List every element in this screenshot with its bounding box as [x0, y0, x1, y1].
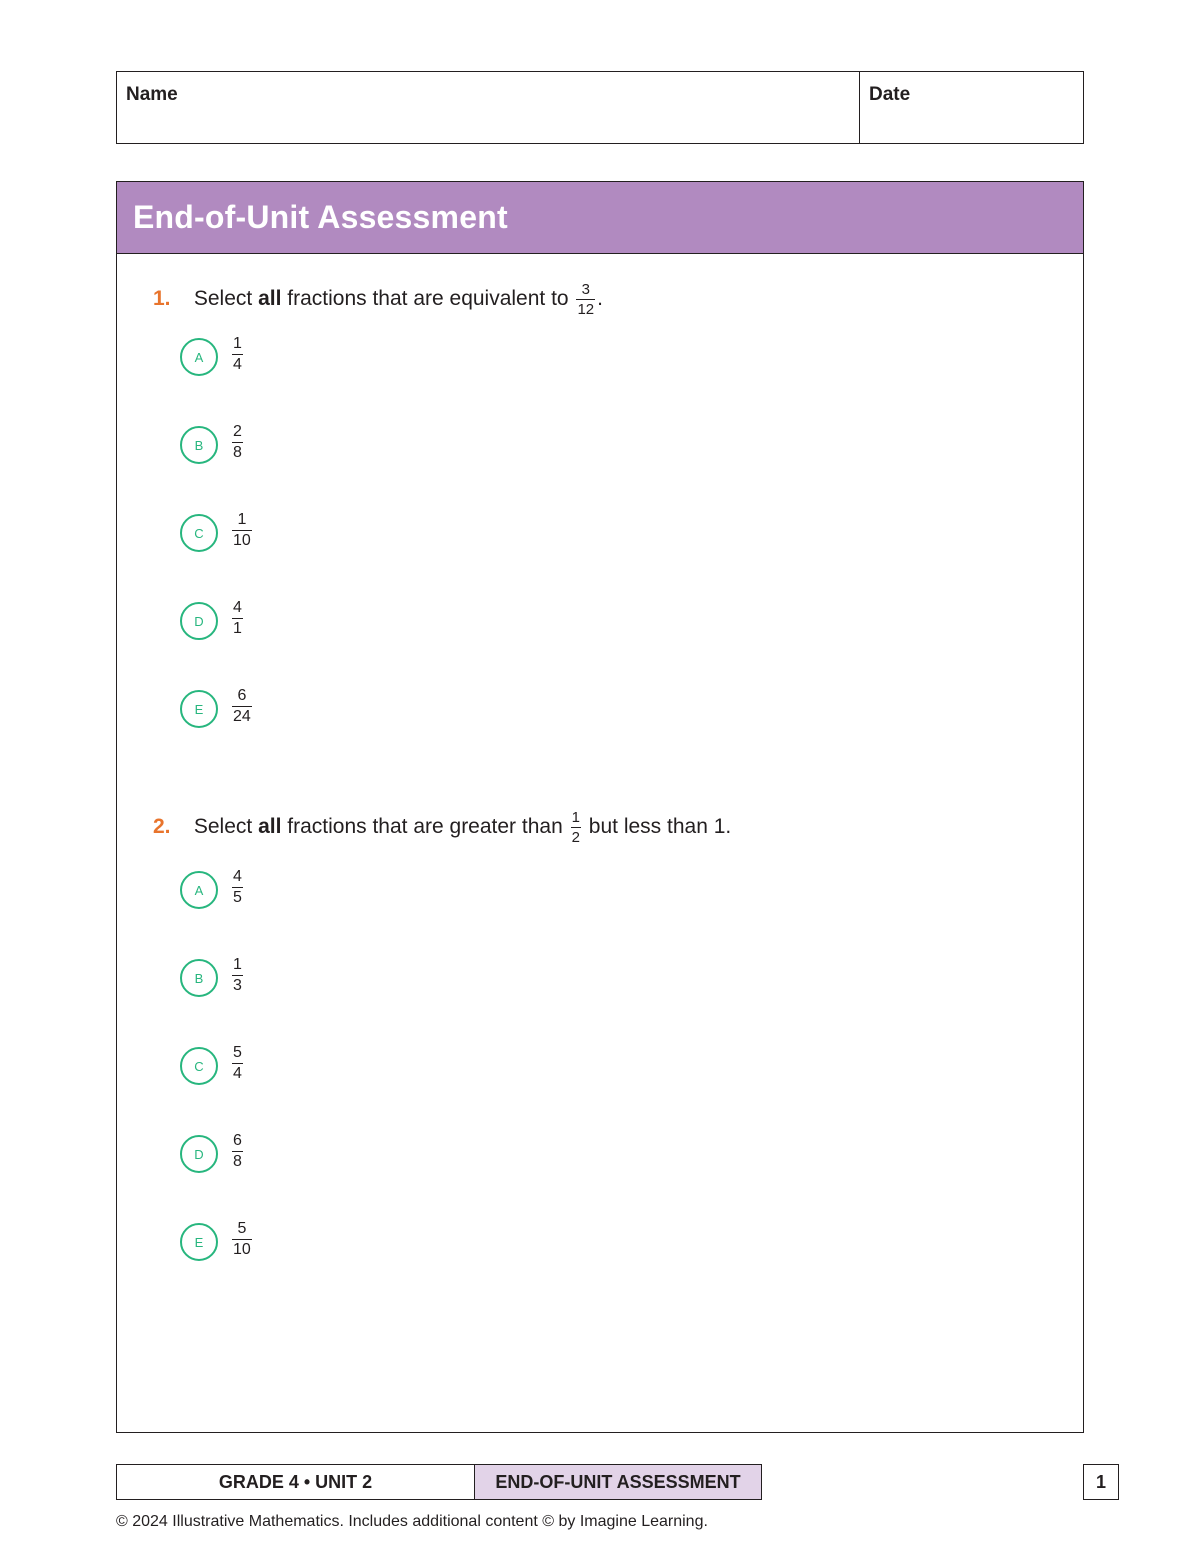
option-bubble[interactable]: A: [180, 338, 218, 376]
date-label: Date: [869, 84, 911, 105]
name-date-header: [116, 71, 1084, 144]
question-text-after: but less than 1.: [588, 815, 732, 839]
option-bubble[interactable]: C: [180, 1047, 218, 1085]
question-text-middle: fractions that are equivalent to: [287, 287, 569, 311]
option-fraction: $\frac{6}{8}$: [233, 1132, 242, 1170]
option-fraction: $\frac{2}{8}$: [233, 423, 242, 461]
reference-fraction: $\frac{3}{12}$: [577, 281, 595, 318]
question-number: 1.: [153, 287, 171, 311]
question-text-middle: fractions that are greater than: [287, 815, 563, 839]
question-number: 2.: [153, 815, 171, 839]
page-number: 1: [1083, 1464, 1119, 1500]
page-title: End-of-Unit Assessment: [133, 199, 508, 235]
option-bubble[interactable]: A: [180, 871, 218, 909]
question-2: [153, 810, 731, 845]
option-bubble[interactable]: E: [180, 690, 218, 728]
reference-fraction: $\frac{1}{2}$: [571, 809, 580, 846]
date-field[interactable]: [860, 72, 1083, 143]
name-field[interactable]: [117, 72, 860, 143]
option-bubble[interactable]: C: [180, 514, 218, 552]
question-text-before: Select: [193, 815, 253, 839]
section-label: END-OF-UNIT ASSESSMENT: [474, 1464, 762, 1500]
question-1: [153, 282, 603, 317]
title-banner: [117, 182, 1083, 254]
option-bubble[interactable]: D: [180, 602, 218, 640]
assessment-box: [116, 181, 1084, 1433]
option-fraction: $\frac{5}{4}$: [233, 1044, 242, 1082]
option-fraction: $\frac{1}{4}$: [233, 335, 242, 373]
option-fraction: $\frac{1}{10}$: [233, 511, 251, 549]
option-fraction: $\frac{4}{1}$: [233, 599, 242, 637]
option-fraction: $\frac{6}{24}$: [233, 687, 251, 725]
option-bubble[interactable]: D: [180, 1135, 218, 1173]
question-text-after: .: [597, 287, 603, 311]
option-fraction: $\frac{1}{3}$: [233, 956, 242, 994]
option-fraction: $\frac{4}{5}$: [233, 868, 242, 906]
name-label: Name: [126, 84, 178, 105]
option-fraction: $\frac{5}{10}$: [233, 1220, 251, 1258]
option-bubble[interactable]: E: [180, 1223, 218, 1261]
question-text-before: Select: [193, 287, 253, 311]
question-emphasis: all: [258, 815, 282, 839]
option-bubble[interactable]: B: [180, 426, 218, 464]
grade-unit-label: GRADE 4 • UNIT 2: [116, 1464, 475, 1500]
copyright-notice: © 2024 Illustrative Mathematics. Includes additional content © by Imagine Learning.: [116, 1513, 708, 1530]
question-emphasis: all: [258, 287, 282, 311]
option-bubble[interactable]: B: [180, 959, 218, 997]
